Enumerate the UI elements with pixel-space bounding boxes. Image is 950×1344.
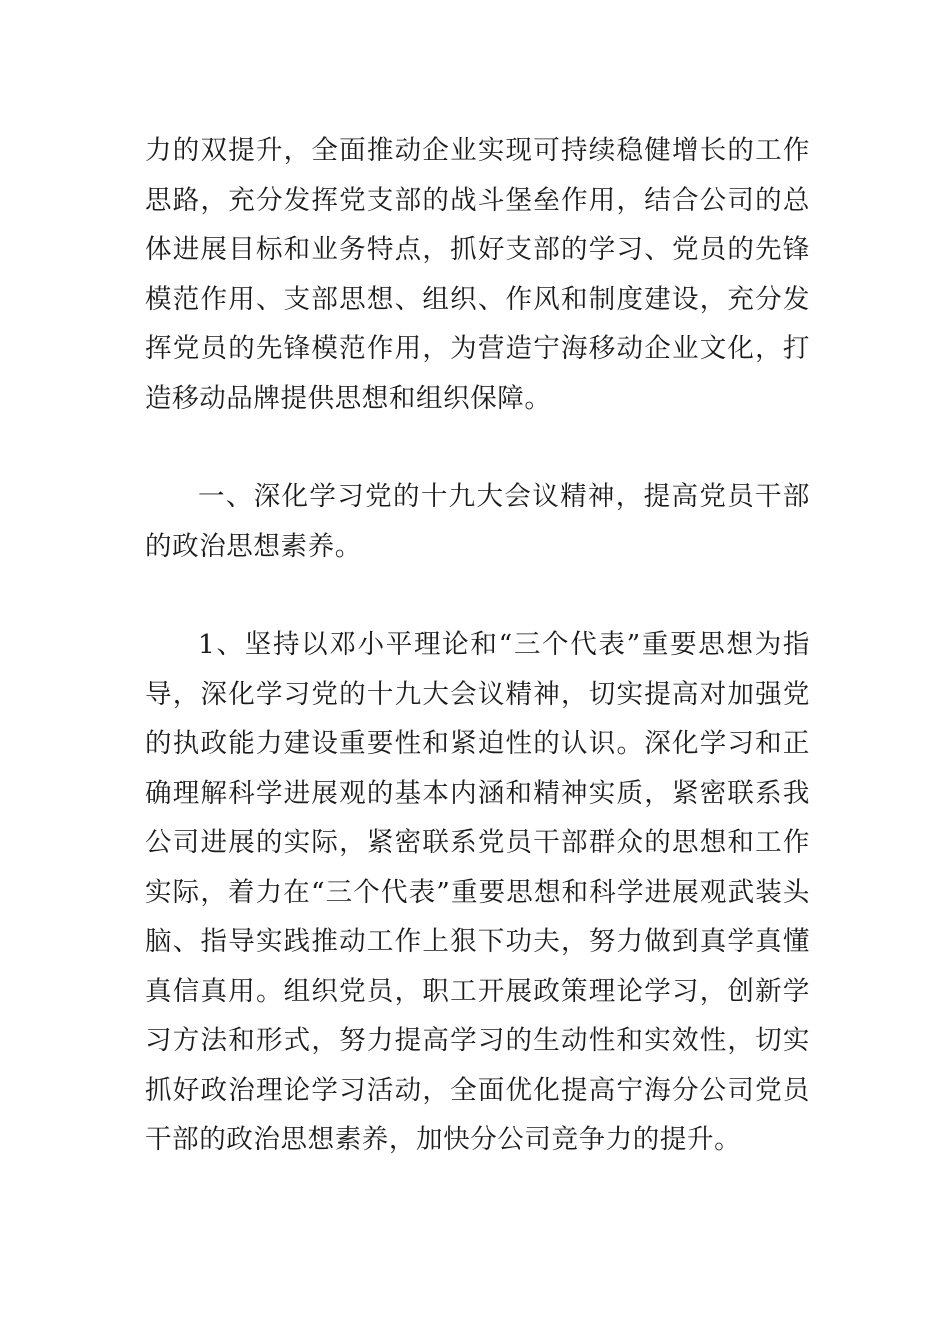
paragraph-continuation: 力的双提升，全面推动企业实现可持续稳健增长的工作思路，充分发挥党支部的战斗堡垒作用，结合公司的总体进展目标和业务特点，抓好支部的学习、党员的先锋模范作用、支部思想、组织、作风和制度建设，充分发挥党员的先锋模范作用，为营造宁海移动企业文化，打造移动品牌提供思想和组织保障。 — [145, 135, 810, 414]
body-paragraph: 1、坚持以邓小平理论和“三个代表”重要思想为指导，深化学习党的十九大会议精神，切实提高对加强党的执政能力建设重要性和紧迫性的认识。深化学习和正确理解科学进展观的基本内涵和精神实质，紧密联系我公司进展的实际，紧密联系党员干部群众的思想和工作实际，着力在“三个代表”重要思想和科学进展观武装头脑、指导实践推动工作上狠下功夫，努力做到真学真懂真信真用。组织党员，职工开展政策理论学习，创新学习方法和形式，努力提高学习的生动性和实效性，切实抓好政治理论学习活动，全面优化提高宁海分公司党员干部的政治思想素养，加快分公司竞争力的提升。 — [145, 629, 810, 1155]
section-heading-paragraph: 一、深化学习党的十九大会议精神，提高党员干部的政治思想素养。 — [145, 481, 810, 562]
